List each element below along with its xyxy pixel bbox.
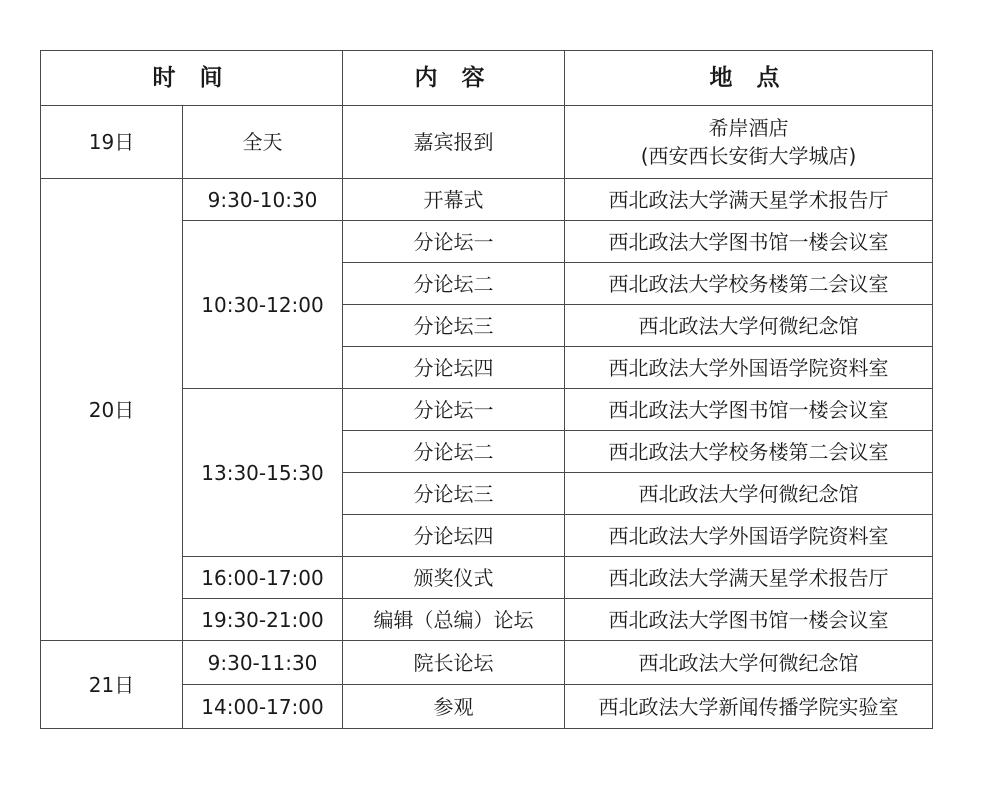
header-row	[41, 51, 933, 106]
table-row	[41, 106, 933, 179]
content-cell: 分论坛四	[343, 515, 565, 557]
place-cell: 西北政法大学校务楼第二会议室	[565, 263, 933, 305]
table-row	[41, 641, 933, 685]
header-time: 时 间	[41, 51, 343, 106]
place-line: 希岸酒店	[708, 116, 789, 140]
day-cell: 19日	[41, 106, 183, 179]
day-cell: 20日	[41, 179, 183, 641]
table-row	[41, 179, 933, 221]
place-cell: 西北政法大学外国语学院资料室	[565, 515, 933, 557]
place-cell: 西北政法大学新闻传播学院实验室	[565, 685, 933, 729]
place-cell: 西北政法大学满天星学术报告厅	[565, 179, 933, 221]
header-place: 地 点	[565, 51, 933, 106]
time-cell: 9:30-11:30	[183, 641, 343, 685]
place-cell: 西北政法大学何微纪念馆	[565, 641, 933, 685]
time-cell: 14:00-17:00	[183, 685, 343, 729]
place-cell: 西北政法大学何微纪念馆	[565, 473, 933, 515]
header-content: 内 容	[343, 51, 565, 106]
place-cell: 西北政法大学图书馆一楼会议室	[565, 599, 933, 641]
content-cell: 编辑（总编）论坛	[343, 599, 565, 641]
content-cell: 参观	[343, 685, 565, 729]
content-cell: 分论坛一	[343, 221, 565, 263]
content-cell: 分论坛二	[343, 263, 565, 305]
time-cell: 13:30-15:30	[183, 389, 343, 557]
place-cell: 西北政法大学外国语学院资料室	[565, 347, 933, 389]
place-cell: 西北政法大学校务楼第二会议室	[565, 431, 933, 473]
content-cell: 分论坛二	[343, 431, 565, 473]
time-cell: 9:30-10:30	[183, 179, 343, 221]
place-cell: 西北政法大学何微纪念馆	[565, 305, 933, 347]
content-cell: 分论坛三	[343, 473, 565, 515]
place-cell: 西北政法大学图书馆一楼会议室	[565, 389, 933, 431]
time-cell: 10:30-12:00	[183, 221, 343, 389]
time-cell: 19:30-21:00	[183, 599, 343, 641]
schedule-table	[40, 50, 933, 729]
time-cell: 16:00-17:00	[183, 557, 343, 599]
content-cell: 分论坛三	[343, 305, 565, 347]
content-cell: 分论坛一	[343, 389, 565, 431]
content-cell: 嘉宾报到	[343, 106, 565, 179]
day-cell: 21日	[41, 641, 183, 729]
time-cell: 全天	[183, 106, 343, 179]
place-line: (西安西长安街大学城店)	[640, 144, 857, 168]
content-cell: 开幕式	[343, 179, 565, 221]
content-cell: 分论坛四	[343, 347, 565, 389]
place-cell: 西北政法大学满天星学术报告厅	[565, 557, 933, 599]
content-cell: 院长论坛	[343, 641, 565, 685]
content-cell: 颁奖仪式	[343, 557, 565, 599]
place-cell	[565, 106, 933, 179]
place-cell: 西北政法大学图书馆一楼会议室	[565, 221, 933, 263]
